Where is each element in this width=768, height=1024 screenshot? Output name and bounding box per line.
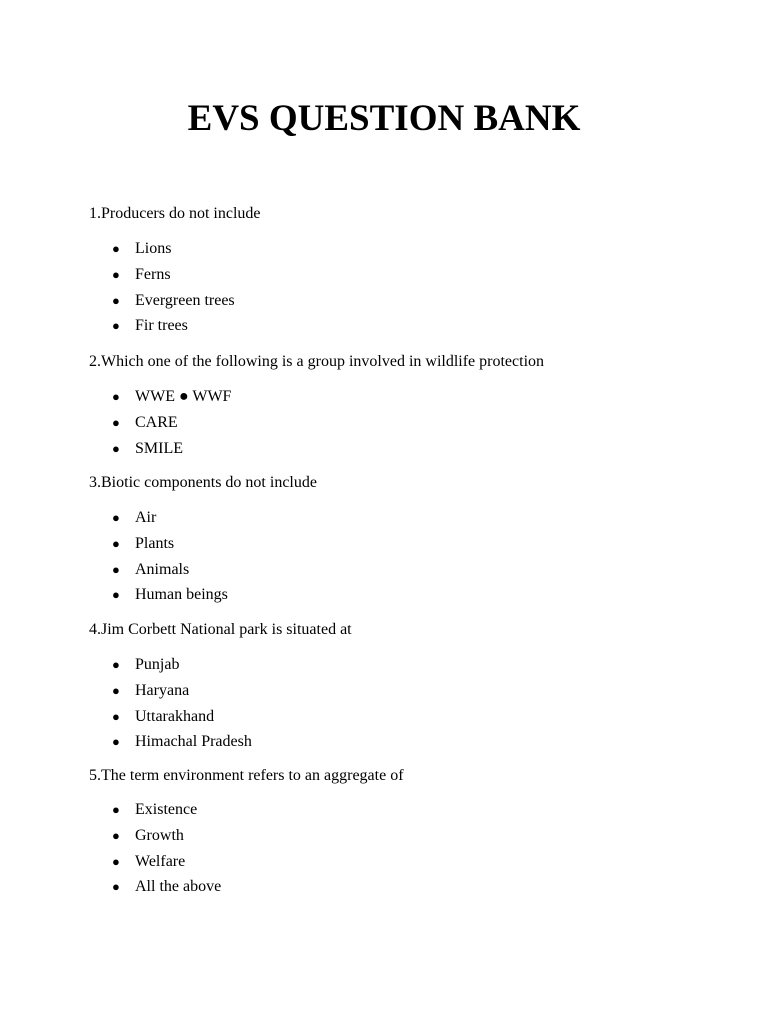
option-label: Himachal Pradesh [135,733,252,751]
page-title: EVS QUESTION BANK [187,98,581,139]
bullet-icon: ● [112,510,120,525]
option-label: Human beings [135,586,228,604]
bullet-icon: ● [112,440,120,456]
option-label: Plants [135,534,175,552]
question-5: 5.The term environment refers to an aggregate of [89,767,404,784]
bullet-icon: ● [112,414,120,430]
option-item [112,585,228,611]
option-item [112,800,221,826]
option-item [112,826,221,852]
bullet-icon: ● [112,879,120,895]
option-label: Existence [135,801,198,818]
question-1-options [112,239,235,342]
bullet-icon: ● [112,535,120,551]
option-label: WWE ● WWF [135,388,232,405]
option-item [112,239,235,265]
option-label: Ferns [135,265,171,283]
option-label: CARE [135,413,178,431]
option-label: Fir trees [135,317,188,335]
option-item [112,316,235,342]
option-label: Uttarakhand [135,707,215,725]
option-item [112,508,228,534]
bullet-icon: ● [112,587,120,603]
bullet-icon: ● [112,657,120,672]
question-3: 3.Biotic components do not include [89,474,317,491]
question-2-options [112,387,231,464]
bullet-icon: ● [112,318,120,334]
question-4-options [112,655,252,758]
bullet-icon: ● [112,682,120,698]
question-2: 2.Which one of the following is a group involved in wildlife protection [89,353,545,370]
option-label: All the above [135,878,222,896]
bullet-icon: ● [112,292,120,308]
bullet-icon: ● [112,561,120,577]
question-4: 4.Jim Corbett National park is situated at [89,621,352,638]
option-item [112,707,252,733]
question-1: 1.Producers do not include [89,205,261,222]
bullet-icon: ● [112,802,120,817]
option-label: Evergreen trees [135,291,235,309]
option-label: Welfare [135,852,186,870]
option-item [112,265,235,291]
option-item [112,732,252,758]
option-item [112,877,221,903]
option-item [112,534,228,560]
option-label: Growth [135,826,184,844]
bullet-icon: ● [112,827,120,843]
option-item [112,413,231,439]
option-item [112,387,231,413]
option-item [112,655,252,681]
option-item [112,852,221,878]
bullet-icon: ● [112,853,120,869]
bullet-icon: ● [112,389,120,404]
option-label: Animals [135,560,190,578]
option-label: Lions [135,240,172,257]
bullet-icon: ● [112,708,120,724]
option-label: SMILE [135,439,183,457]
option-label: Haryana [135,681,190,699]
question-5-options [112,800,221,903]
option-item [112,560,228,586]
option-item [112,291,235,317]
option-label: Punjab [135,656,180,673]
bullet-icon: ● [112,241,120,256]
bullet-icon: ● [112,266,120,282]
option-item [112,681,252,707]
option-label: Air [135,509,157,526]
question-3-options [112,508,228,611]
option-item [112,439,231,465]
bullet-icon: ● [112,734,120,750]
